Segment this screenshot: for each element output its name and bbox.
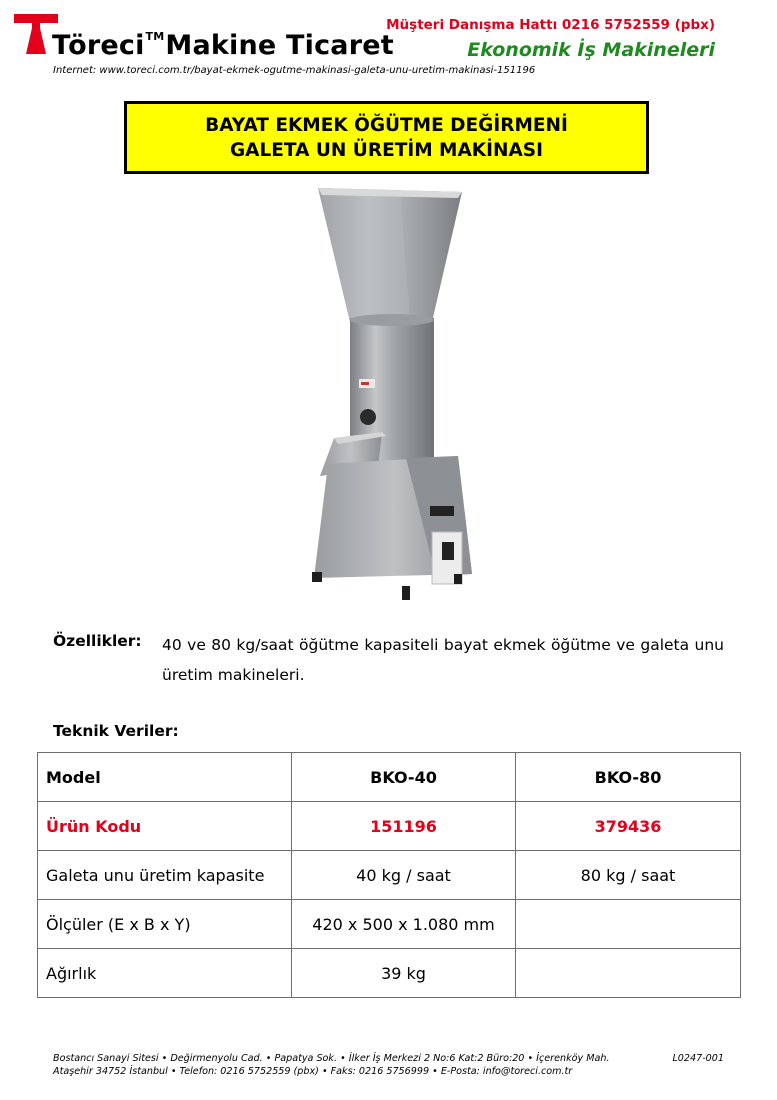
page-url[interactable]: Internet: www.toreci.com.tr/bayat-ekmek-ogutme-makinasi-galeta-unu-uretim-makinasi-151196 xyxy=(53,65,536,76)
product-title-line1: BAYAT EKMEK ÖĞÜTME DEĞİRMENİ xyxy=(205,114,568,136)
hotline-text: Müşteri Danışma Hattı 0216 5752559 (pbx) xyxy=(386,17,715,33)
document-code: L0247-001 xyxy=(672,1053,724,1064)
weight-bko40: 39 kg xyxy=(292,949,516,998)
table-row xyxy=(38,802,741,851)
row-label-product-code: Ürün Kodu xyxy=(38,802,292,851)
trademark-mark: TM xyxy=(145,30,165,43)
product-title-box xyxy=(124,101,649,174)
model-bko40: BKO-40 xyxy=(292,753,516,802)
features-text: 40 ve 80 kg/saat öğütme kapasiteli bayat ekmek öğütme ve galeta unu üretim makineleri. xyxy=(162,636,724,684)
dimensions-bko40: 420 x 500 x 1.080 mm xyxy=(292,900,516,949)
brand-name xyxy=(52,30,394,61)
capacity-bko80: 80 kg / saat xyxy=(516,851,741,900)
footer-address xyxy=(53,1052,728,1078)
product-title-line2: GALETA UN ÜRETİM MAKİNASI xyxy=(229,139,544,161)
product-code-bko40: 151196 xyxy=(292,802,516,851)
table-row xyxy=(38,949,741,998)
row-label-capacity: Galeta unu üretim kapasite xyxy=(38,851,292,900)
brand-name-main: Töreci xyxy=(52,30,145,61)
model-bko80: BKO-80 xyxy=(516,753,741,802)
machine-image xyxy=(290,186,490,602)
brand-name-rest: Makine Ticaret xyxy=(165,30,394,61)
row-label-weight: Ağırlık xyxy=(38,949,292,998)
dimensions-bko80 xyxy=(516,900,741,949)
table-row xyxy=(38,753,741,802)
specs-table xyxy=(37,752,741,998)
capacity-bko40: 40 kg / saat xyxy=(292,851,516,900)
product-code-bko80: 379436 xyxy=(516,802,741,851)
row-label-dimensions: Ölçüler (E x B x Y) xyxy=(38,900,292,949)
features-label: Özellikler: xyxy=(53,632,142,650)
footer-line2: Ataşehir 34752 İstanbul • Telefon: 0216 5752559 (pbx) • Faks: 0216 5756999 • E-Posta: info@toreci.com.tr xyxy=(53,1066,573,1077)
slogan-text: Ekonomik İş Makineleri xyxy=(467,39,715,61)
row-label-model: Model xyxy=(38,753,292,802)
technical-data-label: Teknik Veriler: xyxy=(53,722,179,740)
weight-bko80 xyxy=(516,949,741,998)
table-row xyxy=(38,900,741,949)
table-row xyxy=(38,851,741,900)
footer-line1: Bostancı Sanayi Sitesi • Değirmenyolu Cad. • Papatya Sok. • İlker İş Merkezi 2 No:6 Kat:2 Büro:20 • İçerenköy Mah. xyxy=(53,1053,610,1064)
